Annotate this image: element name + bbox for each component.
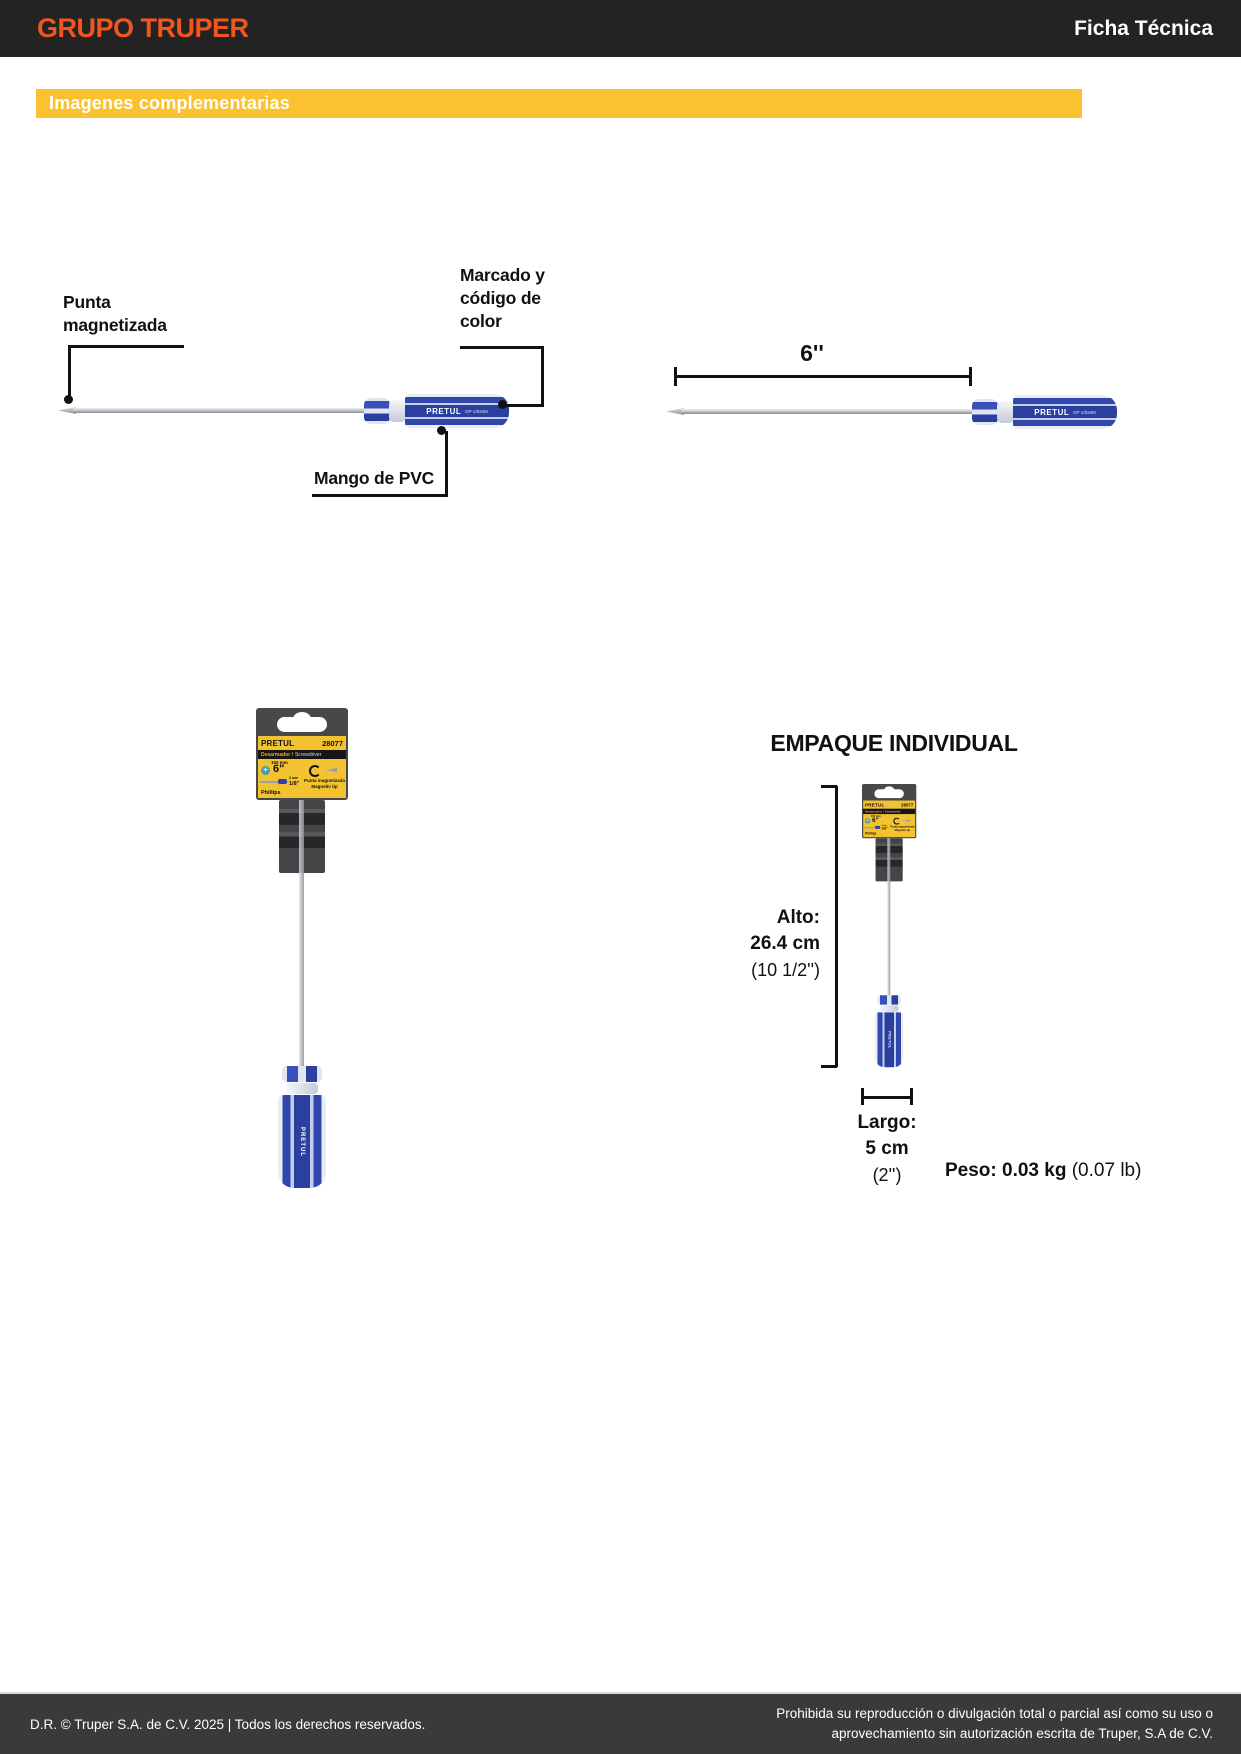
peso-lb: (0.07 lb)	[1071, 1160, 1142, 1181]
handle-collar	[997, 401, 1014, 423]
legal-text	[776, 1704, 1213, 1744]
package-product-es: Desarmador /	[864, 809, 884, 814]
dimension-tick	[861, 1088, 864, 1105]
blister-package	[256, 708, 348, 1188]
leader-line	[506, 404, 544, 407]
spec-diameter-in: 1/8"	[289, 781, 300, 787]
alto-inches: (10 1/2'')	[751, 960, 820, 980]
screwdriver-handle	[278, 1066, 326, 1188]
section-banner-title: Imagenes complementarias	[49, 93, 290, 113]
leader-line	[460, 346, 544, 349]
handle-collar	[880, 1005, 899, 1011]
screwdriver-shaft	[681, 409, 974, 414]
dimension-tick	[674, 367, 677, 386]
package-brand: PRETUL	[261, 738, 295, 748]
legal-line1: Prohibida su reproducción o divulgación total o parcial así como su uso o	[776, 1706, 1213, 1721]
blister-package	[862, 784, 916, 1067]
largo-label: Largo:	[857, 1112, 917, 1133]
empaque-individual-title: EMPAQUE INDIVIDUAL	[770, 730, 1018, 756]
handle-brand: PRETUL	[887, 1030, 891, 1049]
package-product-es: Desarmador /	[261, 751, 293, 758]
screwdriver-sketch	[260, 781, 279, 783]
handle-code: DP-1/8x6M	[1073, 409, 1096, 415]
package-photo-large	[256, 708, 348, 1188]
alto-dimension-label	[695, 905, 820, 983]
package-label	[258, 736, 346, 798]
screwdriver-sketch	[864, 827, 875, 828]
feature-text	[304, 778, 345, 789]
grupo-truper-logo: GRUPO TRUPER	[37, 13, 249, 43]
package-product-en: Screwdriver	[294, 751, 322, 758]
screwdriver-shaft	[299, 873, 304, 1066]
leader-line	[68, 345, 71, 399]
screwdriver-sketch	[875, 826, 880, 829]
hang-hole	[884, 786, 895, 794]
leader-line	[68, 345, 184, 348]
document-title: Ficha Técnica	[1074, 16, 1213, 40]
dimension-tick	[821, 785, 837, 788]
handle-brand: PRETUL	[299, 1126, 305, 1157]
section-banner	[36, 89, 1082, 118]
alto-label: Alto:	[776, 907, 820, 928]
feature-text	[890, 825, 914, 832]
package-sku: 28077	[322, 738, 343, 748]
dimension-line	[835, 786, 838, 1067]
dimension-tick	[821, 1065, 837, 1068]
leader-line	[541, 346, 544, 406]
leader-dot	[437, 426, 446, 435]
handle-code: DP-1/8x6M	[465, 408, 488, 414]
screwdriver-shaft	[299, 800, 304, 873]
largo-inches: (2'')	[872, 1165, 902, 1185]
screwdriver-image	[666, 394, 1118, 430]
dimension-line	[862, 1096, 912, 1099]
package-product-en: Screwdriver	[884, 809, 901, 814]
feature-es: Punta magnetizada	[890, 825, 915, 829]
phillips-icon: +	[261, 766, 270, 775]
callout-punta-magnetizada: Punta magnetizada	[63, 292, 167, 335]
phillips-icon: +	[866, 818, 869, 823]
largo-value: 5 cm	[865, 1138, 909, 1159]
screwdriver-diagram	[58, 393, 510, 429]
dimension-tick	[910, 1088, 913, 1105]
screwdriver-shaft	[887, 881, 890, 995]
handle-knob	[877, 995, 901, 1004]
peso-label	[945, 1160, 1141, 1182]
spec-diameter-in: 1/8"	[881, 827, 888, 831]
legal-line2: aprovechamiento sin autorización escrita de Truper, S.A de C.V.	[831, 1726, 1213, 1741]
spec-length-in: 6"	[872, 816, 879, 824]
handle-knob	[364, 398, 390, 424]
dimension-tick	[969, 367, 972, 386]
alto-value: 26.4 cm	[750, 933, 820, 954]
screwdriver-sketch	[278, 779, 287, 784]
screwdriver-shaft	[887, 838, 890, 881]
feature-en: Magnetic tip	[311, 783, 338, 789]
leader-dot	[64, 395, 73, 404]
spec-tip-type: Phillips	[261, 790, 281, 796]
package-label	[863, 801, 915, 838]
screwdriver-handle	[1013, 395, 1117, 429]
handle-brand: PRETUL	[426, 406, 462, 416]
footer-bar	[0, 1692, 1241, 1754]
spec-length-mm: 150 mm	[271, 760, 288, 765]
magnetic-tip-sketch	[902, 819, 910, 821]
screwdriver-handle	[405, 394, 509, 428]
magnet-icon	[893, 818, 900, 825]
handle-brand: PRETUL	[1034, 407, 1070, 417]
handle-knob	[972, 399, 998, 425]
package-photo-small	[862, 784, 916, 1067]
hang-hole	[293, 712, 311, 726]
callout-mango-pvc: Mango de PVC	[314, 468, 435, 488]
leader-dot	[498, 400, 507, 409]
feature-es: Punta magnetizada	[304, 778, 346, 783]
leader-line	[445, 431, 448, 494]
handle-collar	[389, 400, 406, 422]
callout-marcado-codigo: Marcado y código de color	[460, 265, 545, 331]
spec-length-in: 6"	[273, 763, 285, 775]
magnet-icon	[309, 765, 321, 777]
feature-en: Magnetic tip	[894, 828, 911, 832]
leader-line	[312, 494, 448, 497]
copyright-text: D.R. © Truper S.A. de C.V. 2025 | Todos los derechos reservados.	[30, 1716, 426, 1732]
package-brand: PRETUL	[864, 801, 885, 808]
screwdriver-handle	[875, 995, 903, 1067]
dimension-line	[675, 375, 971, 378]
spec-diameter-mm: 3 mm	[289, 776, 299, 780]
header-bar	[0, 0, 1241, 57]
largo-dimension-label	[837, 1110, 937, 1188]
screwdriver-shaft	[73, 408, 366, 413]
spec-diameter-mm: 3 mm	[881, 824, 887, 827]
spec-tip-type: Phillips	[864, 832, 877, 836]
dimension-6in-label: 6''	[800, 340, 824, 366]
handle-body	[875, 1012, 903, 1067]
peso-value: Peso: 0.03 kg	[945, 1160, 1067, 1181]
handle-collar	[286, 1083, 318, 1094]
handle-knob	[282, 1066, 322, 1082]
spec-length-mm: 150 mm	[870, 814, 881, 818]
magnetic-tip-sketch	[323, 768, 337, 772]
package-sku: 28077	[901, 801, 914, 808]
handle-body	[278, 1095, 326, 1188]
